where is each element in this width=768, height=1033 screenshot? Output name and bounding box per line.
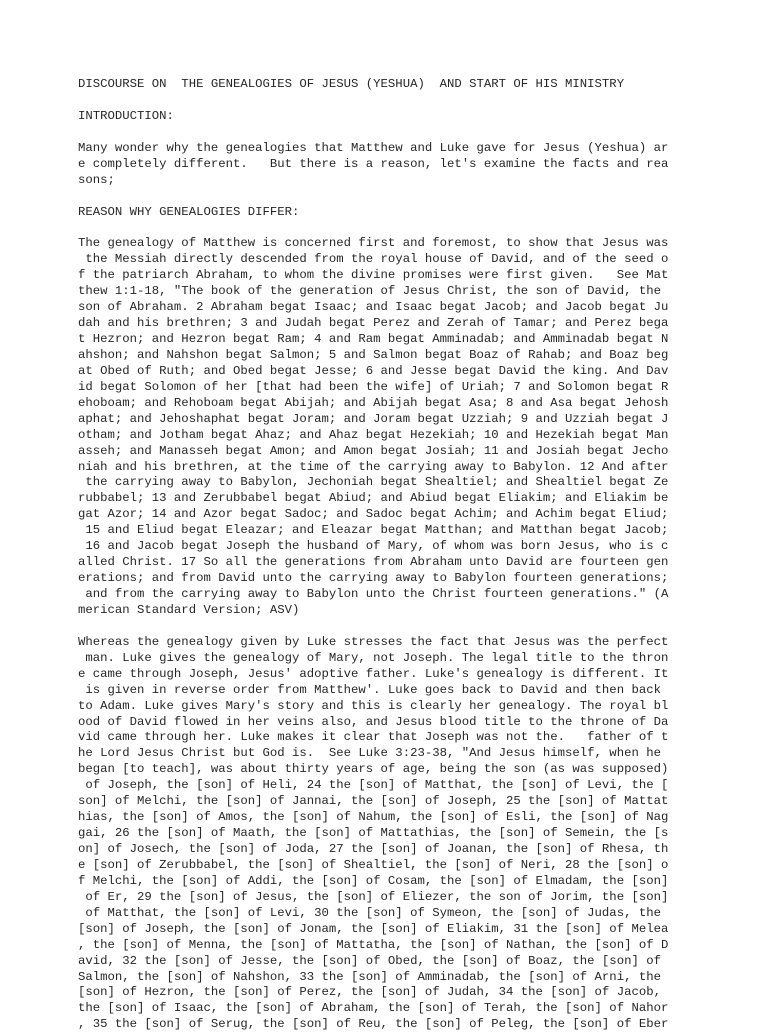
paragraph-line: gat Azor; 14 and Azor begat Sadoc; and Sadoc begat Achim; and Achim begat Eliud; [78,507,669,522]
intro-paragraph [78,141,698,189]
paragraph-line: niah and his brethren, at the time of the carrying away to Babylon. 12 And after [78,459,669,474]
paragraph-line: id begat Solomon of her [that had been the wife] of Uriah; 7 and Solomon begat R [78,379,669,394]
blank-line [78,189,698,205]
luke-paragraph [78,635,698,1033]
paragraph-line: , 35 the [son] of Serug, the [son] of Reu, the [son] of Peleg, the [son] of Eber [78,1017,669,1032]
paragraph-line: at Obed of Ruth; and Obed begat Jesse; 6 and Jesse begat David the king. And Dav [78,363,669,378]
paragraph-line: of Matthat, the [son] of Levi, 30 the [son] of Symeon, the [son] of Judas, the [78,905,661,920]
paragraph-line: dah and his brethren; 3 and Judah begat Perez and Zerah of Tamar; and Perez bega [78,316,669,331]
paragraph-line: of Er, 29 the [son] of Jesus, the [son] of Eliezer, the son of Jorim, the [son] [78,889,669,904]
matthew-paragraph [78,236,698,619]
paragraph-line: avid, 32 the [son] of Jesse, the [son] of Obed, the [son] of Boaz, the [son] of [78,953,661,968]
introduction-heading: INTRODUCTION: [78,108,174,123]
paragraph-line: e [son] of Zerubbabel, the [son] of Shealtiel, the [son] of Neri, 28 the [son] o [78,857,669,872]
paragraph-line: and from the carrying away to Babylon unto the Christ fourteen generations." (A [78,587,669,601]
paragraph-line: thew 1:1-18, "The book of the generation of Jesus Christ, the son of David, the [78,284,661,299]
paragraph-line: aphat; and Jehoshaphat begat Joram; and Joram begat Uzziah; 9 and Uzziah begat J [78,411,669,426]
paragraph-line: f the patriarch Abraham, to whom the divine promises were first given. See Mat [78,268,669,283]
paragraph-line: , the [son] of Menna, the [son] of Mattatha, the [son] of Nathan, the [son] of D [78,937,669,952]
paragraph-line: on] of Josech, the [son] of Joda, 27 the [son] of Joanan, the [son] of Rhesa, th [78,842,669,856]
paragraph-line: the Messiah directly descended from the royal house of David, and of the seed o [78,252,669,267]
paragraph-line: vid came through her. Luke makes it clear that Joseph was not the. father of t [78,730,669,745]
paragraph-line: Whereas the genealogy given by Luke stresses the fact that Jesus was the perfect [78,634,669,649]
paragraph-line: rubbabel; 13 and Zerubbabel begat Abiud; and Abiud begat Eliakim; and Eliakim be [78,491,669,506]
paragraph-line: son] of Melchi, the [son] of Jannai, the [son] of Joseph, 25 the [son] of Mattat [78,794,669,809]
paragraph-line: Salmon, the [son] of Nahshon, 33 the [son] of Amminadab, the [son] of Arni, the [78,969,661,984]
paragraph-line: The genealogy of Matthew is concerned first and foremost, to show that Jesus was [78,236,669,251]
paragraph-line: asseh; and Manasseh begat Amon; and Amon begat Josiah; 11 and Josiah begat Jecho [78,443,669,458]
document-body [78,77,698,1033]
document-title: DISCOURSE ON THE GENEALOGIES OF JESUS (YESHUA) AND START OF HIS MINISTRY [78,77,625,91]
paragraph-line: to Adam. Luke gives Mary's story and this is clearly her genealogy. The royal bl [78,698,669,713]
paragraph-line: erations; and from David unto the carrying away to Babylon fourteen generations; [78,571,669,586]
blank-line [78,93,698,109]
paragraph-line: ood of David flowed in her veins also, and Jesus blood title to the throne of Da [78,714,669,729]
blank-line [78,220,698,236]
paragraph-line: e came through Joseph, Jesus' adoptive father. Luke's genealogy is different. It [78,666,669,681]
paragraph-line: gai, 26 the [son] of Maath, the [son] of Mattathias, the [son] of Semein, the [s [78,826,669,841]
blank-line [78,619,698,635]
blank-line [78,125,698,141]
paragraph-line: otham; and Jotham begat Ahaz; and Ahaz begat Hezekiah; 10 and Hezekiah begat Man [78,427,669,442]
paragraph-line: [son] of Joseph, the [son] of Jonam, the [son] of Eliakim, 31 the [son] of Melea [78,921,669,936]
paragraph-line: 16 and Jacob begat Joseph the husband of Mary, of whom was born Jesus, who is c [78,539,669,554]
paragraph-line: alled Christ. 17 So all the generations from Abraham unto David are fourteen gen [78,555,669,570]
reason-heading: REASON WHY GENEALOGIES DIFFER: [78,204,300,219]
paragraph-line: the carrying away to Babylon, Jechoniah begat Shealtiel; and Shealtiel begat Ze [78,475,669,490]
paragraph-line: 15 and Eliud begat Eleazar; and Eleazar begat Matthan; and Matthan begat Jacob; [78,523,669,538]
paragraph-line: man. Luke gives the genealogy of Mary, not Joseph. The legal title to the thron [78,650,669,665]
paragraph-line: the [son] of Isaac, the [son] of Abraham, the [son] of Terah, the [son] of Nahor [78,1001,669,1016]
paragraph-line: he Lord Jesus Christ but God is. See Luke 3:23-38, "And Jesus himself, when he [78,746,661,761]
paragraph-line: e completely different. But there is a reason, let's examine the facts and rea [78,156,669,171]
paragraph-line: t Hezron; and Hezron begat Ram; 4 and Ram begat Amminadab; and Amminadab begat N [78,332,669,346]
paragraph-line: [son] of Hezron, the [son] of Perez, the [son] of Judah, 34 the [son] of Jacob, [78,985,661,1000]
paragraph-line: of Joseph, the [son] of Heli, 24 the [son] of Matthat, the [son] of Levi, the [ [78,778,669,793]
paragraph-line: hias, the [son] of Amos, the [son] of Nahum, the [son] of Esli, the [son] of Nag [78,810,669,825]
paragraph-line: f Melchi, the [son] of Addi, the [son] of Cosam, the [son] of Elmadam, the [son] [78,873,669,888]
paragraph-line: is given in reverse order from Matthew'. Luke goes back to David and then back [78,682,661,697]
paragraph-line: ahshon; and Nahshon begat Salmon; 5 and Salmon begat Boaz of Rahab; and Boaz beg [78,347,669,362]
paragraph-line: ehoboam; and Rehoboam begat Abijah; and Abijah begat Asa; 8 and Asa begat Jehosh [78,395,669,410]
paragraph-line: son of Abraham. 2 Abraham begat Isaac; and Isaac begat Jacob; and Jacob begat Ju [78,300,669,315]
paragraph-line: sons; [78,172,115,187]
paragraph-line: began [to teach], was about thirty years of age, being the son (as was supposed) [78,762,669,777]
paragraph-line: merican Standard Version; ASV) [78,602,300,617]
paragraph-line: Many wonder why the genealogies that Matthew and Luke gave for Jesus (Yeshua) ar [78,140,669,155]
